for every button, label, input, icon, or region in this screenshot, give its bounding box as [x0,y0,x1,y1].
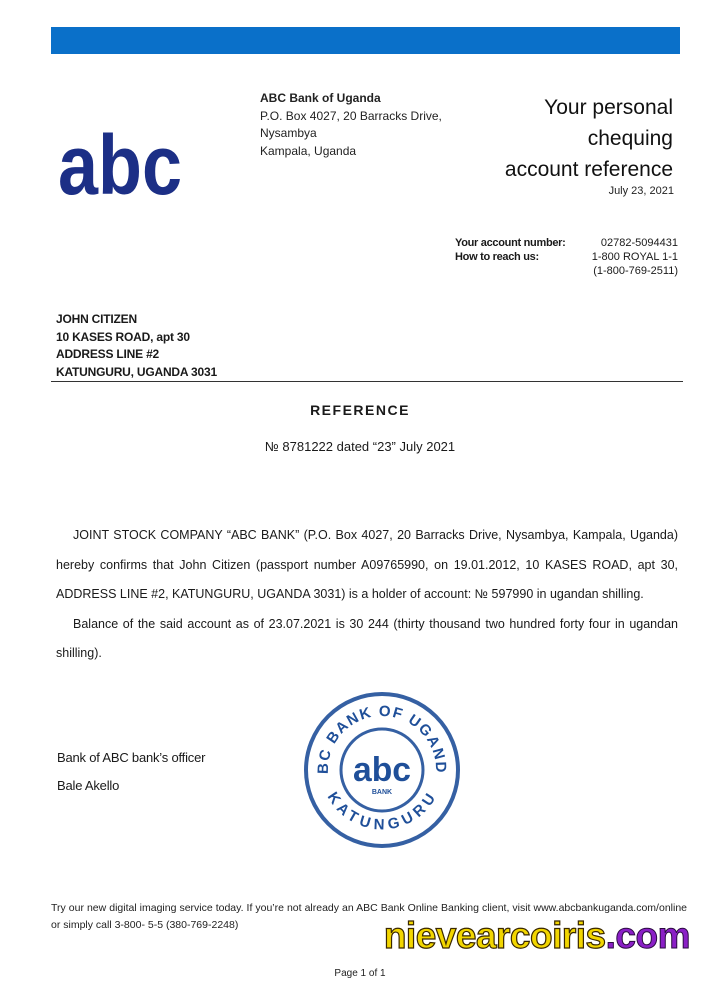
bank-name: ABC Bank of Uganda [260,91,381,105]
reference-body [56,521,678,669]
account-info [455,236,678,278]
header-brand-bar [51,27,680,54]
watermark [384,915,690,957]
stamp-bank-label: BANK [371,789,393,796]
title-line: Your personal [544,96,673,119]
abc-logo [58,90,183,212]
document-title [505,92,673,185]
bank-address-block [260,90,442,160]
divider [51,381,683,382]
body-paragraph: JOINT STOCK COMPANY “ABC BANK” (P.O. Box 4027, 20 Barracks Drive, Nysambya, Kampala, Uganda) hereby confirms that John Citizen (passport number A09765990, on 19.01.2012, 10 KASES ROAD, apt 30, ADDRESS LINE #2, KATUNGURU, UGANDA 3031) is a holder of account: № 597990 in ugandan shilling. [56,528,678,601]
recipient-name: JOHN CITIZEN [56,312,137,326]
reference-heading: REFERENCE [310,402,410,418]
reference-number: № 8781222 dated “23” July 2021 [264,439,456,454]
watermark-name: nievearcoiris [383,915,606,956]
bank-address-line: Kampala, Uganda [260,143,357,158]
stamp-top-text: BC BANK OF UGAND [314,702,450,775]
page-number: Page 1 of 1 [334,968,386,979]
signatory-block [57,744,205,800]
recipient-line: KATUNGURU, UGANDA 3031 [56,364,217,379]
contact-phone: 1-800 ROYAL 1-1 [591,251,678,263]
logo-text: abc [58,118,182,212]
recipient-address [56,311,217,381]
recipient-line: ADDRESS LINE #2 [56,347,160,361]
watermark-domain: .com [605,915,690,956]
title-line: account reference [504,158,673,181]
contact-phone-numeric: (1-800-769-2511) [593,265,678,277]
stamp-bottom-text: KATUNGURU [323,789,441,834]
recipient-line: 10 KASES ROAD, apt 30 [56,329,190,344]
contact-label: How to reach us: [455,251,539,263]
account-number-value: 02782-5094431 [600,237,678,249]
stamp-logo: abc [353,751,411,789]
document-date: July 23, 2021 [608,185,674,197]
officer-title: Bank of ABC bank’s officer [57,750,206,765]
bank-address-line: P.O. Box 4027, 20 Barracks Drive, [260,108,442,123]
bank-address-line: Nysambya [260,126,317,140]
body-paragraph: Balance of the said account as of 23.07.2021 is 30 244 (thirty thousand two hundred forty four in ugandan shilling). [56,616,678,660]
officer-name: Bale Akello [57,778,120,793]
title-line: chequing [587,127,673,150]
account-number-label: Your account number: [455,237,566,249]
footer-notice: Try our new digital imaging service today. If you’re not already an ABC Bank Online Banking client, visit www.abcbankuganda.com/online or simply call 3-800- 5-5 (380-769-2248) [51,902,687,931]
bank-stamp [302,690,462,850]
